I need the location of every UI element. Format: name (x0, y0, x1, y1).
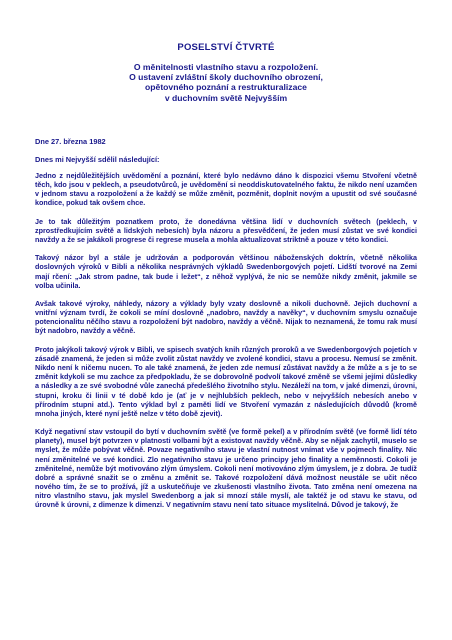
body-paragraph: Když negativní stav vstoupil do bytí v duchovním světě (ve formě pekel) a v přírodním světě (ve formě lidí této planety), musel být potvrzen v platnosti volbami být a existovat navždy věčně. Aby se nějak zachytil, muselo se myslet, že může pobývat věčně. Povaze negativního stavu je vlastní nutnost vnímat vše v pojmech finality. Nic není změnitelné ve své kondici. Zlo negativního stavu je určeno principy jeho finality a neměnnosti. Cokoli je změnitelné, nemůže být motivováno zlým úmyslem. Cokoli není motivováno zlým úmyslem, je z dobra. Je tudíž dobré a správné snažit se o změnu a změnit se. Takové rozpoložení dává možnost neustále se učit něco nového tím, že se to prožívá, jíž a uskutečňuje ve zkušenosti vlastního života. Tato změna není omezena na nitro vlastního stavu, jak myslel Swedenborg a jak si mnozí stále myslí, ale taktéž je od stavu ke stavu, od úrovně k úrovni, z dimenze k dimenzi. V negativním stavu není tato situace myslitelná. Důvod je takový, že (35, 427, 417, 510)
subtitle-line: opětovného poznání a restrukturalizace (145, 82, 307, 93)
body-paragraph: Je to tak důležitým poznatkem proto, že donedávna většina lidí v duchovních světech (peklech, v zprostředkujícím světě a lidských nebesích) byla názoru a přesvědčení, že jeden musí zůstat ve své kondici navždy a že se jakákoli progrese či regrese musela a mohla aktualizovat striktně a pouze v této kondici. (35, 216, 417, 245)
subtitle-line: O ustavení zvláštní školy duchovního obrození, (129, 72, 323, 83)
body-paragraph: Proto jakýkoli takový výrok v Bibli, ve spisech svatých knih různých proroků a ve Swedenborgových pojetích v zásadě znamená, že jeden si může zvolit zůstat navždy ve zvolené kondici, stavu a procesu. Nemusí se změnit. Nikdo není k ničemu nucen. To ale také znamená, že jeden zde nemusí zůstávat navždy a že může a s je to se změnit kdykoli se mu zachce za předpokladu, že se dobrovolně podvolí takové změně se všemi jejími důsledky a následky a ze své svobodné vůle zanechá předešlého životního stylu. Nezáleží na tom, v jaké dimenzi, úrovni, stupni, kroku či linii v té době kdo je (ať je v nejhlubších peklech, nebo v nejvyšších nebesích anebo v přírodním stupni atd.). Tento výklad byl z paměti lidí ve Stvoření vymazán z následujících důvodů (kromě mnoha jiných, které nyní ještě nelze v této době zjevit). (35, 344, 417, 418)
document-body (35, 171, 417, 519)
subtitle-line: v duchovním světě Nejvyšším (164, 92, 288, 103)
document-date: Dne 27. března 1982 (35, 137, 106, 146)
body-paragraph: Jedno z nejdůležitějších uvědomění a poznání, které bylo nedávno dáno k dispozici všemu Stvoření včetně těch, kdo jsou v peklech, a pseudotvůrců, je uvědomění si neoddiskutovatelného faktu, že nikdo není uzamčen v jednom stavu a rozpoložení a že každý se může změnit, pozměnit, doplnit novým a upustit od své současné kondice, pokud tak ovšem chce. (35, 171, 417, 208)
body-paragraph: Takový názor byl a stále je udržován a podporován většinou náboženských doktrín, včetně několika doslovných výroků v Bibli a několika nesprávných výkladů Swedenborgových pojetí. Lidští tvorové na Zemi mají rčení: „Jak strom padne, tak bude i ležet“, z něhož vyplývá, že nic se nemůže nikdy změnit, jakmile se volba učinila. (35, 253, 417, 290)
body-paragraph: Avšak takové výroky, náhledy, názory a výklady byly vzaty doslovně a nikoli duchovně. Jejich duchovní a vnitřní význam tvrdí, že cokoli se míní doslovně „nadobro, navždy a navěky“, v duchovním smyslu označuje potencionalitu něčího stavu a rozpoložení být nadobro, navždy a věčně. Nijak to neznamená, že tomu rak musí být nadobro, navždy a věčně. (35, 299, 417, 336)
document-subtitle (40, 62, 412, 103)
document-intro: Dnes mi Nejvyšší sdělil následující: (35, 155, 160, 164)
subtitle-line: O měnitelnosti vlastního stavu a rozpoložení. (133, 62, 319, 72)
document-title: POSELSTVÍ ČTVRTÉ (177, 42, 275, 53)
